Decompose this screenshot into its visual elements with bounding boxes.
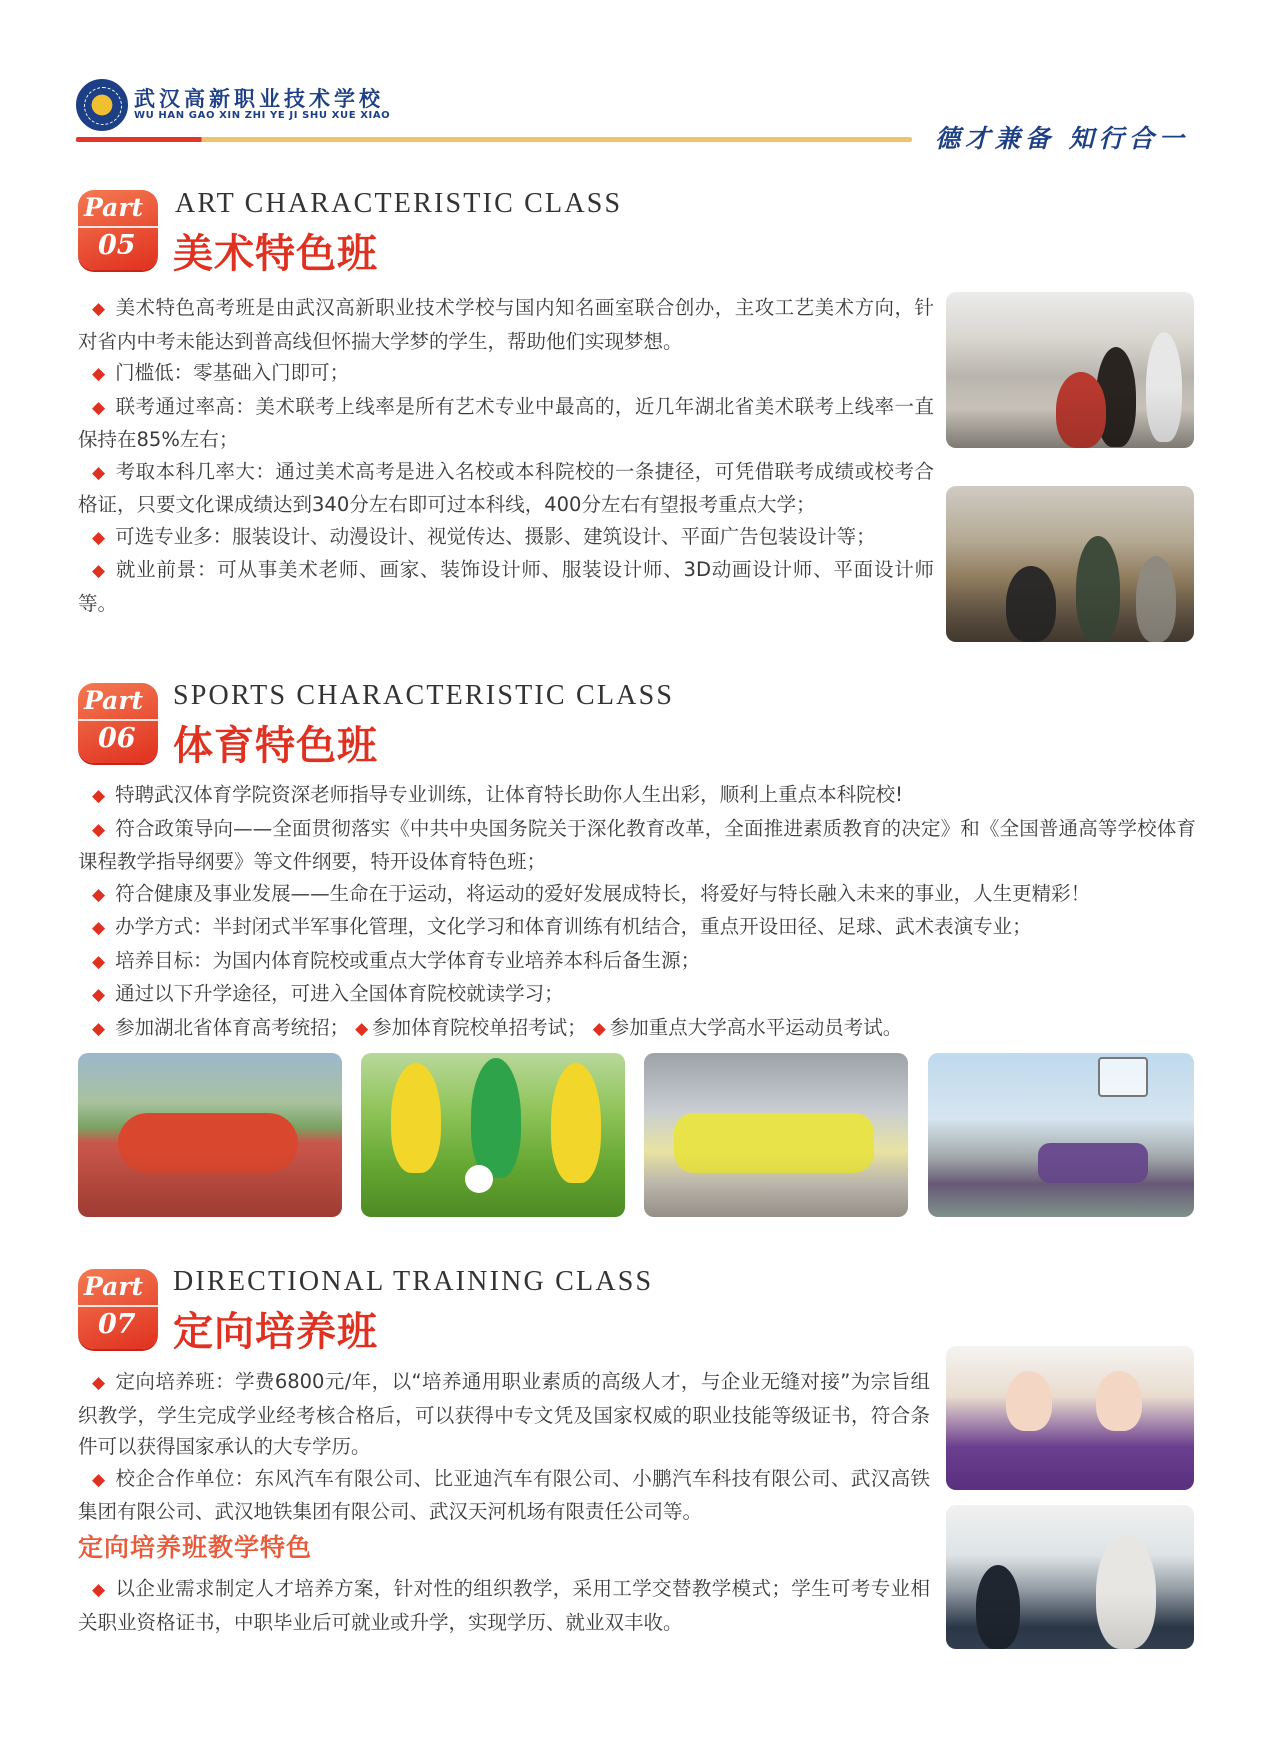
list-item: ◆ 就业前景：可从事美术老师、画家、装饰设计师、服装设计师、3D动画设计师、平面设计师等。	[78, 558, 934, 615]
section-title-en: DIRECTIONAL TRAINING CLASS	[173, 1266, 654, 1297]
diamond-bullet-icon: ◆	[92, 1373, 106, 1393]
diamond-bullet-icon: ◆	[92, 561, 106, 581]
teaching-features-text	[78, 1573, 930, 1638]
badge-number: 05	[98, 230, 136, 261]
diamond-bullet-icon: ◆	[92, 299, 106, 319]
badge-part-word: Part	[84, 1272, 144, 1301]
diamond-bullet-icon: ◆	[355, 1018, 369, 1039]
list-item: ◆ 培养目标：为国内体育院校或重点大学体育专业培养本科后备生源；	[92, 948, 701, 972]
list-item: ◆ 通过以下升学途径，可进入全国体育院校就读学习；	[92, 982, 564, 1005]
diamond-bullet-icon: ◆	[92, 364, 106, 384]
sports-class-text	[78, 779, 1196, 1045]
list-item: ◆ 办学方式：半封闭式半军事化管理，文化学习和体育训练有机结合，重点开设田径、足球、武术表演专业；	[92, 915, 1032, 938]
list-item: ◆ 校企合作单位：东风汽车有限公司、比亚迪汽车有限公司、小鹏汽车科技有限公司、武汉高铁集团有限公司、武汉地铁集团有限公司、武汉天河机场有限责任公司等。	[78, 1466, 930, 1523]
part-badge-05	[78, 190, 158, 270]
diamond-bullet-icon: ◆	[92, 462, 106, 483]
school-name-cn: 武汉高新职业技术学校	[134, 86, 384, 111]
diamond-bullet-icon: ◆	[92, 1580, 106, 1600]
badge-number: 06	[98, 723, 136, 754]
diamond-bullet-icon: ◆	[92, 918, 106, 938]
photo-art-studio-1	[946, 292, 1194, 448]
badge-number: 07	[98, 1309, 136, 1340]
art-class-text	[78, 292, 934, 619]
section-title-en: ART CHARACTERISTIC CLASS	[175, 188, 623, 219]
list-item: ◆ 考取本科几率大：通过美术高考是进入名校或本科院校的一条捷径，可凭借联考成绩或校考合格证，只要文化课成绩达到340分左右即可过本科线，400分左右有望报考重点大学；	[78, 459, 934, 516]
section-title-en: SPORTS CHARACTERISTIC CLASS	[173, 680, 675, 711]
school-motto: 德才兼备 知行合一	[935, 124, 1189, 153]
list-item: ◆ 符合政策导向——全面贯彻落实《中共中央国务院关于深化教育改革，全面推进素质教育的决定》和《全国普通高等学校体育课程教学指导纲要》等文件纲要，特开设体育特色班；	[78, 816, 1196, 873]
list-item: ◆ 可选专业多：服装设计、动漫设计、视觉传达、摄影、建筑设计、平面广告包装设计等；	[92, 524, 876, 548]
photo-soccer	[361, 1053, 625, 1217]
list-item: ◆ 定向培养班：学费6800元/年，以“培养通用职业素质的高级人才，与企业无缝对接”为宗旨组织教学，学生完成学业经考核合格后，可以获得中专文凭及国家权威的职业技能等级证书，符合条件可以获得国家承认的大专学历。	[78, 1370, 931, 1458]
photo-train-cabin	[946, 1505, 1194, 1649]
teaching-features-heading: 定向培养班教学特色	[78, 1533, 313, 1562]
list-item: ◆ 联考通过率高：美术联考上线率是所有艺术专业中最高的，近几年湖北省美术联考上线率一直保持在85%左右；	[78, 394, 934, 451]
badge-part-word: Part	[84, 193, 144, 222]
school-name-en: WU HAN GAO XIN ZHI YE JI SHU XUE XIAO	[134, 110, 391, 121]
diamond-bullet-icon: ◆	[92, 884, 106, 905]
list-item: ◆ 门槛低：零基础入门即可；	[92, 361, 350, 384]
photo-flight-attendants	[946, 1346, 1194, 1490]
diamond-bullet-icon: ◆	[92, 397, 106, 418]
list-item: ◆ 参加湖北省体育高考统招； ◆ 参加体育院校单招考试； ◆ 参加重点大学高水平运动员考试。	[92, 1015, 903, 1039]
photo-art-studio-2	[946, 486, 1194, 642]
part-badge-06	[78, 683, 158, 763]
school-logo	[76, 79, 128, 131]
diamond-bullet-icon: ◆	[92, 527, 106, 548]
part-badge-07	[78, 1269, 158, 1349]
list-item: ◆ 特聘武汉体育学院资深老师指导专业训练，让体育特长助你人生出彩，顺利上重点本科院校!	[92, 783, 903, 806]
photo-track-start	[78, 1053, 342, 1217]
diamond-bullet-icon: ◆	[92, 1469, 106, 1490]
section-title-cn: 定向培养班	[173, 1309, 378, 1355]
section-title-cn: 美术特色班	[173, 231, 378, 277]
diamond-bullet-icon: ◆	[592, 1018, 606, 1039]
diamond-bullet-icon: ◆	[92, 985, 106, 1005]
section-title-cn: 体育特色班	[173, 723, 378, 769]
diamond-bullet-icon: ◆	[92, 819, 106, 840]
photo-wushu	[644, 1053, 908, 1217]
list-item: ◆ 符合健康及事业发展——生命在于运动，将运动的爱好发展成特长，将爱好与特长融入未来的事业，人生更精彩！	[92, 881, 1091, 905]
diamond-bullet-icon: ◆	[92, 951, 106, 972]
list-item: ◆ 美术特色高考班是由武汉高新职业技术学校与国内知名画室联合创办，主攻工艺美术方向，针对省内中考未能达到普高线但怀揣大学梦的学生，帮助他们实现梦想。	[78, 296, 934, 353]
list-item: ◆ 以企业需求制定人才培养方案，针对性的组织教学，采用工学交替教学模式；学生可考专业相关职业资格证书，中职毕业后可就业或升学，实现学历、就业双丰收。	[78, 1577, 930, 1634]
diamond-bullet-icon: ◆	[92, 1018, 106, 1039]
photo-basketball	[928, 1053, 1194, 1217]
directional-class-text	[78, 1366, 930, 1528]
badge-part-word: Part	[84, 686, 144, 715]
header-divider	[76, 137, 912, 142]
diamond-bullet-icon: ◆	[92, 786, 106, 806]
